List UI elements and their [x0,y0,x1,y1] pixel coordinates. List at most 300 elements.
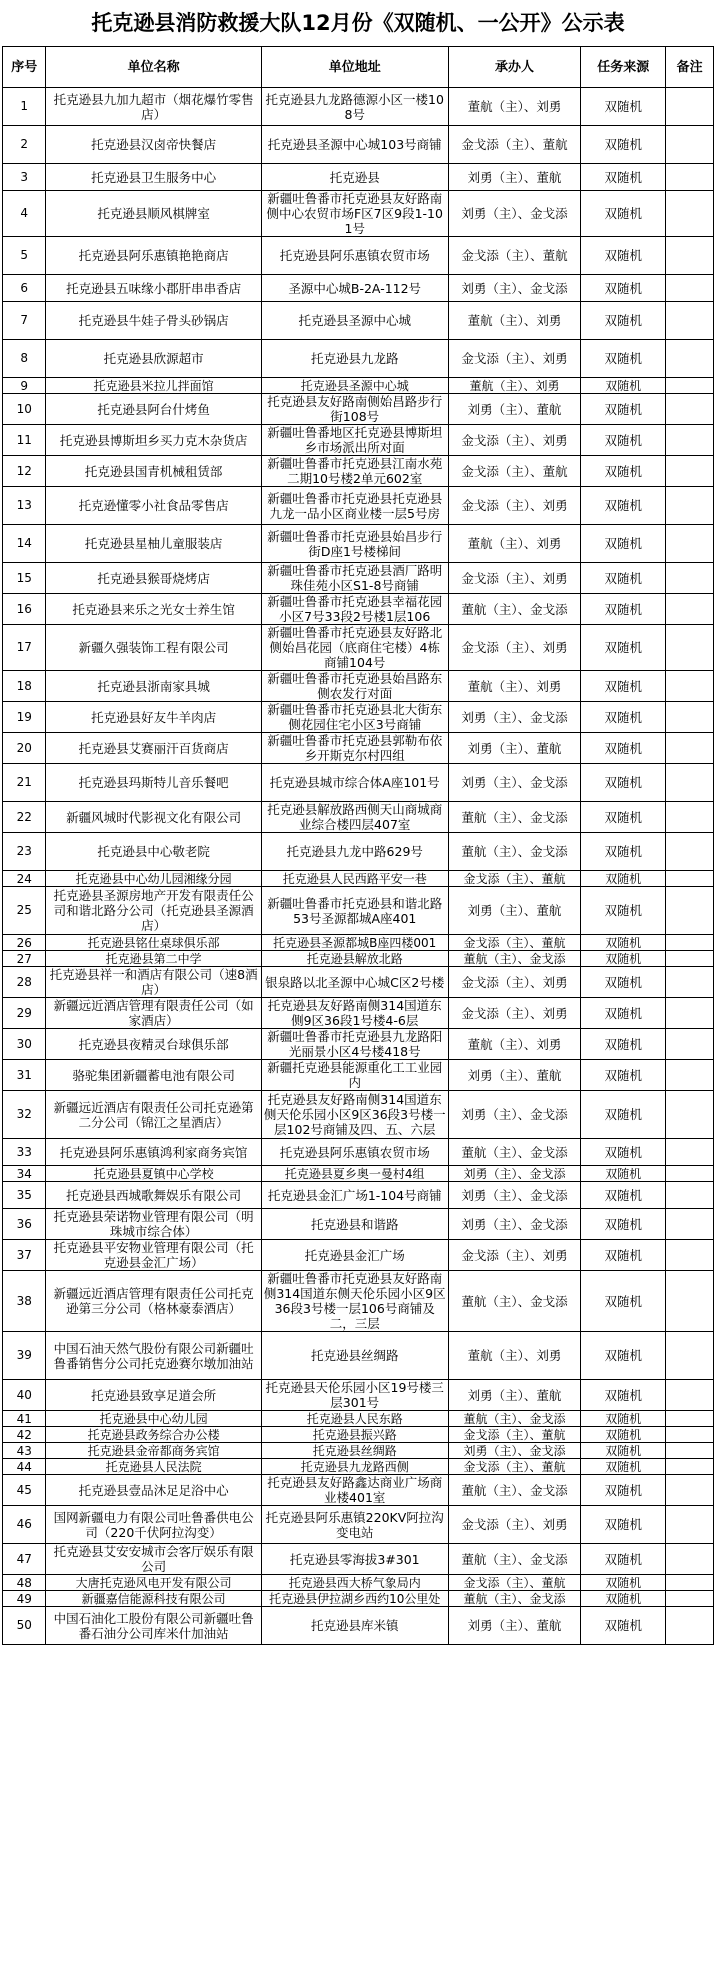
unit-name: 新疆嘉信能源科技有限公司 [46,1591,261,1607]
handler: 金戈添（主）、刘勇 [448,967,581,998]
task-source: 双随机 [581,425,666,456]
handler: 董航（主）、金戈添 [448,802,581,833]
unit-name: 大唐托克逊风电开发有限公司 [46,1575,261,1591]
handler: 刘勇（主）、金戈添 [448,191,581,237]
remark [666,702,714,733]
remark [666,871,714,887]
handler: 董航（主）、刘勇 [448,1332,581,1380]
unit-name: 托克逊县人民法院 [46,1459,261,1475]
unit-name: 托克逊县顺风棋牌室 [46,191,261,237]
unit-name: 托克逊县米拉儿拌面馆 [46,378,261,394]
row-number: 2 [3,126,46,164]
handler: 刘勇（主）、金戈添 [448,1166,581,1182]
handler: 董航（主）、金戈添 [448,1475,581,1506]
handler: 刘勇（主）、金戈添 [448,764,581,802]
row-number: 38 [3,1271,46,1332]
unit-name: 托克逊县艾赛丽汗百货商店 [46,733,261,764]
task-source: 双随机 [581,967,666,998]
handler: 金戈添（主）、刘勇 [448,1506,581,1544]
row-number: 6 [3,275,46,302]
remark [666,275,714,302]
unit-name: 托克逊县中心敬老院 [46,833,261,871]
row-number: 21 [3,764,46,802]
task-source: 双随机 [581,525,666,563]
unit-address: 新疆托克逊县能源重化工工业园内 [261,1060,448,1091]
row-number: 17 [3,625,46,671]
handler: 金戈添（主）、刘勇 [448,998,581,1029]
table-row [3,802,714,833]
unit-name: 托克逊县荣诺物业管理有限公司（明珠城市综合体） [46,1209,261,1240]
remark [666,1029,714,1060]
handler: 董航（主）、刘勇 [448,302,581,340]
task-source: 双随机 [581,88,666,126]
unit-name: 托克逊县九加九超市（烟花爆竹零售店） [46,88,261,126]
remark [666,1091,714,1139]
unit-address: 托克逊县丝绸路 [261,1332,448,1380]
handler: 董航（主）、刘勇 [448,1029,581,1060]
remark [666,1459,714,1475]
table-row [3,275,714,302]
task-source: 双随机 [581,1544,666,1575]
unit-name: 托克逊县壹品沐足足浴中心 [46,1475,261,1506]
row-number: 32 [3,1091,46,1139]
table-row [3,1029,714,1060]
unit-name: 托克逊县国青机械租赁部 [46,456,261,487]
unit-name: 国网新疆电力有限公司吐鲁番供电公司（220千伏阿拉沟变） [46,1506,261,1544]
table-row [3,1332,714,1380]
task-source: 双随机 [581,871,666,887]
unit-name: 托克逊县艾安安城市会客厅娱乐有限公司 [46,1544,261,1575]
remark [666,487,714,525]
handler: 金戈添（主）、董航 [448,1575,581,1591]
handler: 金戈添（主）、刘勇 [448,340,581,378]
row-number: 27 [3,951,46,967]
task-source: 双随机 [581,1475,666,1506]
unit-address: 托克逊县丝绸路 [261,1443,448,1459]
remark [666,625,714,671]
handler: 董航（主）、金戈添 [448,1411,581,1427]
remark [666,671,714,702]
unit-name: 骆驼集团新疆蓄电池有限公司 [46,1060,261,1091]
table-row [3,126,714,164]
header-handler: 承办人 [448,47,581,88]
unit-name: 中国石油化工股份有限公司新疆吐鲁番石油分公司库米什加油站 [46,1607,261,1645]
unit-name: 托克逊县玛斯特儿音乐餐吧 [46,764,261,802]
table-row [3,951,714,967]
row-number: 24 [3,871,46,887]
unit-name: 托克逊县致享足道会所 [46,1380,261,1411]
table-row [3,1380,714,1411]
unit-address: 托克逊县解放北路 [261,951,448,967]
row-number: 7 [3,302,46,340]
remark [666,1240,714,1271]
row-number: 4 [3,191,46,237]
unit-name: 托克逊县阿乐惠镇鸿利家商务宾馆 [46,1139,261,1166]
handler: 董航（主）、金戈添 [448,1271,581,1332]
task-source: 双随机 [581,563,666,594]
handler: 刘勇（主）、董航 [448,887,581,935]
remark [666,764,714,802]
unit-name: 托克逊县猴哥烧烤店 [46,563,261,594]
task-source: 双随机 [581,1443,666,1459]
task-source: 双随机 [581,302,666,340]
unit-address: 托克逊县圣源中心城 [261,302,448,340]
row-number: 16 [3,594,46,625]
row-number: 1 [3,88,46,126]
row-number: 12 [3,456,46,487]
task-source: 双随机 [581,1182,666,1209]
unit-address: 托克逊县库米镇 [261,1607,448,1645]
handler: 董航（主）、刘勇 [448,525,581,563]
unit-address: 新疆吐鲁番市托克逊县郭勒布依乡开斯克尔村四组 [261,733,448,764]
unit-address: 新疆吐鲁番市托克逊县幸福花园小区7号33段2号楼1层106 [261,594,448,625]
table-row [3,88,714,126]
table-row [3,563,714,594]
handler: 金戈添（主）、董航 [448,1427,581,1443]
unit-address: 托克逊县九龙路德源小区一楼108号 [261,88,448,126]
unit-address: 托克逊县阿乐惠镇农贸市场 [261,237,448,275]
remark [666,887,714,935]
remark [666,1427,714,1443]
unit-address: 托克逊县零海拔3#301 [261,1544,448,1575]
task-source: 双随机 [581,1209,666,1240]
handler: 刘勇（主）、金戈添 [448,702,581,733]
unit-name: 托克逊县浙南家具城 [46,671,261,702]
remark [666,733,714,764]
row-number: 29 [3,998,46,1029]
task-source: 双随机 [581,340,666,378]
table-row [3,164,714,191]
table-row [3,764,714,802]
unit-address: 托克逊县人民西路平安一巷 [261,871,448,887]
table-row [3,1240,714,1271]
task-source: 双随机 [581,1380,666,1411]
table-row [3,237,714,275]
row-number: 47 [3,1544,46,1575]
handler: 金戈添（主）、刘勇 [448,425,581,456]
unit-name: 托克逊县铭仕桌球俱乐部 [46,935,261,951]
unit-address: 托克逊县振兴路 [261,1427,448,1443]
table-row [3,625,714,671]
unit-address: 托克逊县人民东路 [261,1411,448,1427]
remark [666,340,714,378]
unit-address: 新疆吐鲁番市托克逊县江南水苑二期10号楼2单元602室 [261,456,448,487]
handler: 刘勇（主）、董航 [448,1380,581,1411]
table-row [3,1209,714,1240]
remark [666,1475,714,1506]
table-row [3,702,714,733]
remark [666,1591,714,1607]
remark [666,126,714,164]
handler: 刘勇（主）、金戈添 [448,1443,581,1459]
unit-name: 托克逊县五味缘小郡肝串串香店 [46,275,261,302]
remark [666,525,714,563]
unit-name: 托克逊县汉卤帝快餐店 [46,126,261,164]
task-source: 双随机 [581,1427,666,1443]
table-row [3,733,714,764]
handler: 刘勇（主）、金戈添 [448,1209,581,1240]
table-row [3,998,714,1029]
handler: 刘勇（主）、金戈添 [448,1091,581,1139]
unit-name: 托克逊县中心幼儿园 [46,1411,261,1427]
table-row [3,871,714,887]
handler: 刘勇（主）、董航 [448,1060,581,1091]
unit-address: 托克逊县圣源中心城 [261,378,448,394]
unit-name: 托克逊县阿乐惠镇艳艳商店 [46,237,261,275]
remark [666,1060,714,1091]
table-row [3,191,714,237]
unit-name: 托克逊县平安物业管理有限公司（托克逊县金汇广场） [46,1240,261,1271]
row-number: 33 [3,1139,46,1166]
remark [666,594,714,625]
row-number: 20 [3,733,46,764]
row-number: 23 [3,833,46,871]
unit-address: 新疆吐鲁番市托克逊县和谐北路53号圣源都城A座401 [261,887,448,935]
unit-address: 新疆吐鲁番市托克逊县友好路北侧始昌花园（底商住宅楼）4栋商铺104号 [261,625,448,671]
unit-name: 新疆远近酒店有限责任公司托克逊第二分公司（锦江之星酒店） [46,1091,261,1139]
handler: 金戈添（主）、董航 [448,871,581,887]
unit-address: 托克逊县九龙路西侧 [261,1459,448,1475]
remark [666,563,714,594]
handler: 董航（主）、金戈添 [448,1544,581,1575]
table-row [3,967,714,998]
row-number: 25 [3,887,46,935]
remark [666,1182,714,1209]
table-row [3,425,714,456]
table-row [3,1166,714,1182]
table-row [3,1544,714,1575]
handler: 刘勇（主）、金戈添 [448,1182,581,1209]
handler: 金戈添（主）、董航 [448,935,581,951]
table-row [3,1427,714,1443]
unit-name: 托克逊县圣源房地产开发有限责任公司和谐北路分公司（托克逊县圣源酒店） [46,887,261,935]
table-row [3,378,714,394]
task-source: 双随机 [581,671,666,702]
unit-name: 托克逊县夜精灵台球俱乐部 [46,1029,261,1060]
task-source: 双随机 [581,1607,666,1645]
task-source: 双随机 [581,487,666,525]
header-unit-address: 单位地址 [261,47,448,88]
unit-address: 圣源中心城B-2A-112号 [261,275,448,302]
unit-address: 新疆吐鲁番市托克逊县始昌路东侧农发行对面 [261,671,448,702]
handler: 金戈添（主）、刘勇 [448,625,581,671]
table-row [3,935,714,951]
header-row [3,47,714,88]
unit-name: 托克逊县第二中学 [46,951,261,967]
table-row [3,1182,714,1209]
remark [666,1544,714,1575]
remark [666,1411,714,1427]
unit-name: 托克逊县阿台什烤鱼 [46,394,261,425]
unit-name: 托克逊县金帝都商务宾馆 [46,1443,261,1459]
handler: 董航（主）、金戈添 [448,833,581,871]
task-source: 双随机 [581,702,666,733]
row-number: 43 [3,1443,46,1459]
unit-name: 托克逊县西城歌舞娱乐有限公司 [46,1182,261,1209]
task-source: 双随机 [581,951,666,967]
remark [666,967,714,998]
table-row [3,1575,714,1591]
handler: 刘勇（主）、董航 [448,394,581,425]
task-source: 双随机 [581,1459,666,1475]
header-unit-name: 单位名称 [46,47,261,88]
task-source: 双随机 [581,1411,666,1427]
header-remark: 备注 [666,47,714,88]
handler: 董航（主）、刘勇 [448,671,581,702]
table-row [3,487,714,525]
task-source: 双随机 [581,802,666,833]
unit-address: 托克逊县金汇广场1-104号商铺 [261,1182,448,1209]
remark [666,802,714,833]
handler: 刘勇（主）、金戈添 [448,275,581,302]
inspection-table [2,46,714,1645]
remark [666,191,714,237]
row-number: 48 [3,1575,46,1591]
remark [666,302,714,340]
unit-address: 托克逊县西大桥气象局内 [261,1575,448,1591]
task-source: 双随机 [581,126,666,164]
row-number: 37 [3,1240,46,1271]
task-source: 双随机 [581,164,666,191]
unit-address: 托克逊县和谐路 [261,1209,448,1240]
task-source: 双随机 [581,378,666,394]
table-row [3,394,714,425]
remark [666,1607,714,1645]
row-number: 28 [3,967,46,998]
table-row [3,1506,714,1544]
unit-address: 新疆吐鲁番市托克逊县托克逊县九龙一品小区商业楼一层5号房 [261,487,448,525]
row-number: 44 [3,1459,46,1475]
task-source: 双随机 [581,1166,666,1182]
row-number: 31 [3,1060,46,1091]
row-number: 39 [3,1332,46,1380]
unit-name: 新疆远近酒店管理有限责任公司（如家酒店） [46,998,261,1029]
row-number: 14 [3,525,46,563]
handler: 金戈添（主）、董航 [448,237,581,275]
unit-address: 新疆吐鲁番市托克逊县友好路南侧中心农贸市场F区7区9段1-101号 [261,191,448,237]
table-row [3,1475,714,1506]
handler: 金戈添（主）、刘勇 [448,487,581,525]
unit-address: 托克逊县友好路南侧314国道东侧天伦乐园小区9区36段3号楼一层102号商铺及四、五、六层 [261,1091,448,1139]
row-number: 22 [3,802,46,833]
table-row [3,887,714,935]
handler: 刘勇（主）、董航 [448,1607,581,1645]
handler: 刘勇（主）、董航 [448,164,581,191]
handler: 董航（主）、金戈添 [448,594,581,625]
remark [666,1332,714,1380]
task-source: 双随机 [581,833,666,871]
table-row [3,340,714,378]
remark [666,456,714,487]
remark [666,935,714,951]
task-source: 双随机 [581,1591,666,1607]
row-number: 46 [3,1506,46,1544]
unit-name: 中国石油天然气股份有限公司新疆吐鲁番销售分公司托克逊赛尔墩加油站 [46,1332,261,1380]
header-task-source: 任务来源 [581,47,666,88]
task-source: 双随机 [581,1332,666,1380]
unit-address: 托克逊县解放路西侧天山商城商业综合楼四层407室 [261,802,448,833]
row-number: 9 [3,378,46,394]
task-source: 双随机 [581,1271,666,1332]
table-row [3,302,714,340]
row-number: 41 [3,1411,46,1427]
table-row [3,1411,714,1427]
page-title: 托克逊县消防救援大队12月份《双随机、一公开》公示表 [91,11,625,35]
unit-address: 托克逊县金汇广场 [261,1240,448,1271]
unit-address: 托克逊县阿乐惠镇220KV阿拉沟变电站 [261,1506,448,1544]
unit-name: 新疆久强装饰工程有限公司 [46,625,261,671]
unit-name: 托克逊县祥一和酒店有限公司（速8酒店） [46,967,261,998]
unit-name: 托克逊县好友牛羊肉店 [46,702,261,733]
table-row [3,1060,714,1091]
row-number: 3 [3,164,46,191]
handler: 金戈添（主）、刘勇 [448,1240,581,1271]
task-source: 双随机 [581,237,666,275]
unit-name: 新疆远近酒店管理有限责任公司托克逊第三分公司（格林豪泰酒店） [46,1271,261,1332]
unit-name: 托克逊县中心幼儿园湘缘分园 [46,871,261,887]
table-row [3,1091,714,1139]
task-source: 双随机 [581,1240,666,1271]
remark [666,425,714,456]
task-source: 双随机 [581,594,666,625]
unit-name: 托克逊县欣源超市 [46,340,261,378]
row-number: 35 [3,1182,46,1209]
table-row [3,525,714,563]
remark [666,998,714,1029]
handler: 金戈添（主）、董航 [448,126,581,164]
row-number: 36 [3,1209,46,1240]
task-source: 双随机 [581,733,666,764]
row-number: 13 [3,487,46,525]
row-number: 15 [3,563,46,594]
task-source: 双随机 [581,1575,666,1591]
task-source: 双随机 [581,998,666,1029]
remark [666,833,714,871]
remark [666,951,714,967]
task-source: 双随机 [581,1091,666,1139]
task-source: 双随机 [581,191,666,237]
row-number: 50 [3,1607,46,1645]
task-source: 双随机 [581,1060,666,1091]
remark [666,164,714,191]
row-number: 11 [3,425,46,456]
table-row [3,1443,714,1459]
task-source: 双随机 [581,1029,666,1060]
unit-address: 新疆吐鲁番市托克逊县北大街东侧花园住宅小区3号商铺 [261,702,448,733]
unit-name: 托克逊县博斯坦乡买力克木杂货店 [46,425,261,456]
table-row [3,456,714,487]
table-row [3,1459,714,1475]
task-source: 双随机 [581,935,666,951]
remark [666,1443,714,1459]
table-row [3,671,714,702]
table-row [3,1607,714,1645]
remark [666,394,714,425]
handler: 董航（主）、刘勇 [448,378,581,394]
row-number: 49 [3,1591,46,1607]
unit-address: 托克逊县夏乡奥一曼村4组 [261,1166,448,1182]
unit-name: 托克逊县卫生服务中心 [46,164,261,191]
remark [666,1380,714,1411]
row-number: 26 [3,935,46,951]
task-source: 双随机 [581,764,666,802]
unit-name: 新疆风城时代影视文化有限公司 [46,802,261,833]
table-row [3,1271,714,1332]
task-source: 双随机 [581,625,666,671]
unit-address: 托克逊县 [261,164,448,191]
unit-address: 托克逊县九龙中路629号 [261,833,448,871]
unit-address: 银泉路以北圣源中心城C区2号楼 [261,967,448,998]
